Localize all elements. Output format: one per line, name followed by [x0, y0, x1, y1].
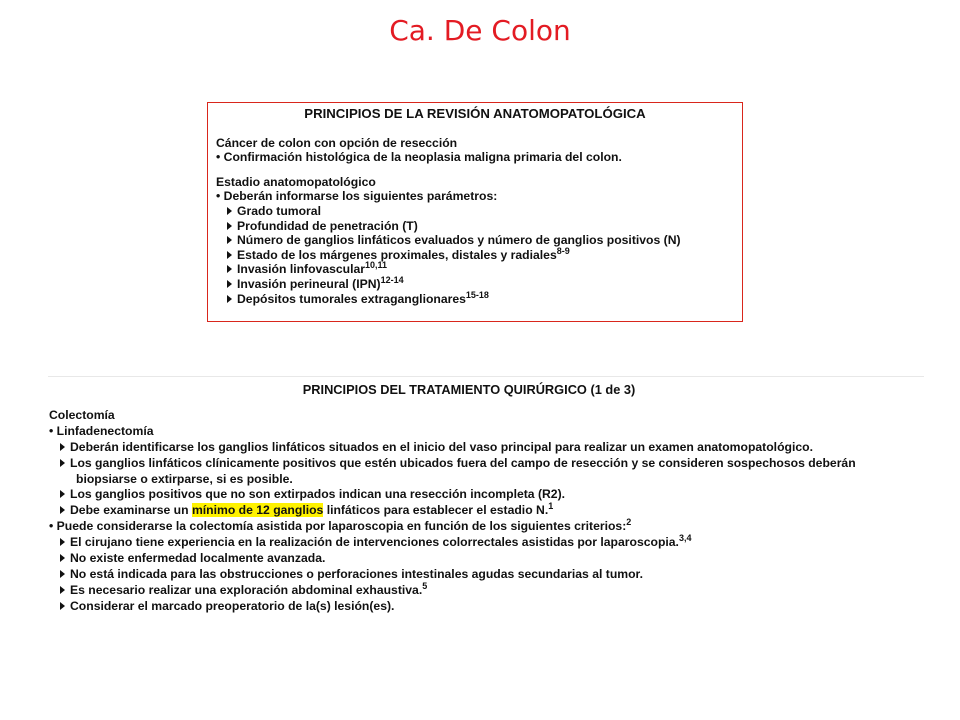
section-staging	[216, 175, 742, 306]
triangle-bullet-icon	[60, 506, 65, 514]
reference-sup: 12-14	[380, 274, 404, 285]
triangle-bullet-icon	[60, 490, 65, 498]
list-item: Debe examinarse un mínimo de 12 ganglios linfáticos para establecer el estadio N.$^1$	[58, 503, 929, 519]
box-title: PRINCIPIOS DE LA REVISIÓN ANATOMOPATOLÓGICA	[304, 106, 646, 121]
list-item: Estado de los márgenes proximales, distales y radiales$^{8-9}$	[225, 248, 742, 263]
triangle-bullet-icon	[60, 459, 65, 467]
list-item: Invasión linfovascular$^{10,11}$	[225, 262, 742, 277]
pathology-principles-box	[207, 102, 743, 322]
reference-sup: 8-9	[556, 245, 570, 256]
triangle-bullet-icon	[60, 602, 65, 610]
list-item-continuation: biopsiarse o extirparse, si es posible.	[76, 471, 293, 486]
laparoscopy-criteria-list	[49, 535, 929, 615]
triangle-bullet-icon	[227, 280, 232, 288]
section-resection	[216, 136, 742, 165]
list-item: Deberán identificarse los ganglios linfáticos situados en el inicio del vaso principal para realizar un examen anatomopatológico.	[58, 440, 929, 456]
list-item: Los ganglios linfáticos clínicamente positivos que estén ubicados fuera del campo de resección y se consideren sospechosos deberán	[58, 456, 929, 472]
list-item: Profundidad de penetración (T)	[225, 219, 742, 234]
triangle-bullet-icon	[227, 222, 232, 230]
list-item: Es necesario realizar una exploración abdominal exhaustiva.$^5$	[58, 583, 929, 599]
bullet-item: • Deberán informarse los siguientes parámetros:	[216, 189, 498, 204]
section-heading: Estadio anatomopatológico	[216, 174, 376, 189]
list-item: El cirujano tiene experiencia en la realización de intervenciones colorrectales asistidas por laparoscopia.$^{3,4}$	[58, 535, 929, 551]
triangle-bullet-icon	[227, 295, 232, 303]
list-item: No existe enfermedad localmente avanzada.	[58, 551, 929, 567]
list-item: Invasión perineural (IPN)$^{12-14}$	[225, 277, 742, 292]
section-title: PRINCIPIOS DEL TRATAMIENTO QUIRÚRGICO (1 de 3)	[302, 382, 636, 397]
list-item: Número de ganglios linfáticos evaluados y número de ganglios positivos (N)	[225, 233, 742, 248]
reference-sup: 5	[422, 580, 428, 591]
surgical-principles-section	[49, 382, 929, 615]
triangle-bullet-icon	[227, 207, 232, 215]
reference-sup: 1	[548, 501, 554, 512]
triangle-bullet-icon	[227, 251, 232, 259]
lymphadenectomy-list	[49, 440, 929, 520]
bullet-item: • Puede considerarse la colectomía asistida por laparoscopia en función de los siguientes criterios:$^2$	[49, 517, 632, 534]
divider	[48, 376, 924, 377]
slide-title: Ca. De Colon	[389, 14, 571, 47]
triangle-bullet-icon	[227, 236, 232, 244]
triangle-bullet-icon	[60, 538, 65, 546]
triangle-bullet-icon	[60, 554, 65, 562]
list-item: Depósitos tumorales extraganglionares$^{15-18}$	[225, 292, 742, 307]
highlighted-text: mínimo de 12 ganglios	[191, 503, 324, 518]
list-item: Los ganglios positivos que no son extirpados indican una resección incompleta (R2).	[58, 487, 929, 503]
triangle-bullet-icon	[227, 265, 232, 273]
list-item: Grado tumoral	[225, 204, 742, 219]
triangle-bullet-icon	[60, 570, 65, 578]
reference-sup: 10,11	[365, 260, 388, 271]
bullet-item: • Confirmación histológica de la neoplasia maligna primaria del colon.	[216, 150, 622, 165]
section-heading: Colectomía	[49, 407, 115, 422]
triangle-bullet-icon	[60, 443, 65, 451]
list-item: No está indicada para las obstrucciones o perforaciones intestinales agudas secundarias al tumor.	[58, 567, 929, 583]
reference-sup: 15-18	[465, 289, 489, 300]
bullet-item: • Linfadenectomía	[49, 423, 154, 438]
reference-sup: 3,4	[678, 533, 692, 544]
section-heading: Cáncer de colon con opción de resección	[216, 135, 458, 150]
reference-sup: 2	[626, 517, 632, 528]
list-item: Considerar el marcado preoperatorio de la(s) lesión(es).	[58, 599, 929, 615]
parameter-list	[216, 204, 742, 306]
triangle-bullet-icon	[60, 586, 65, 594]
